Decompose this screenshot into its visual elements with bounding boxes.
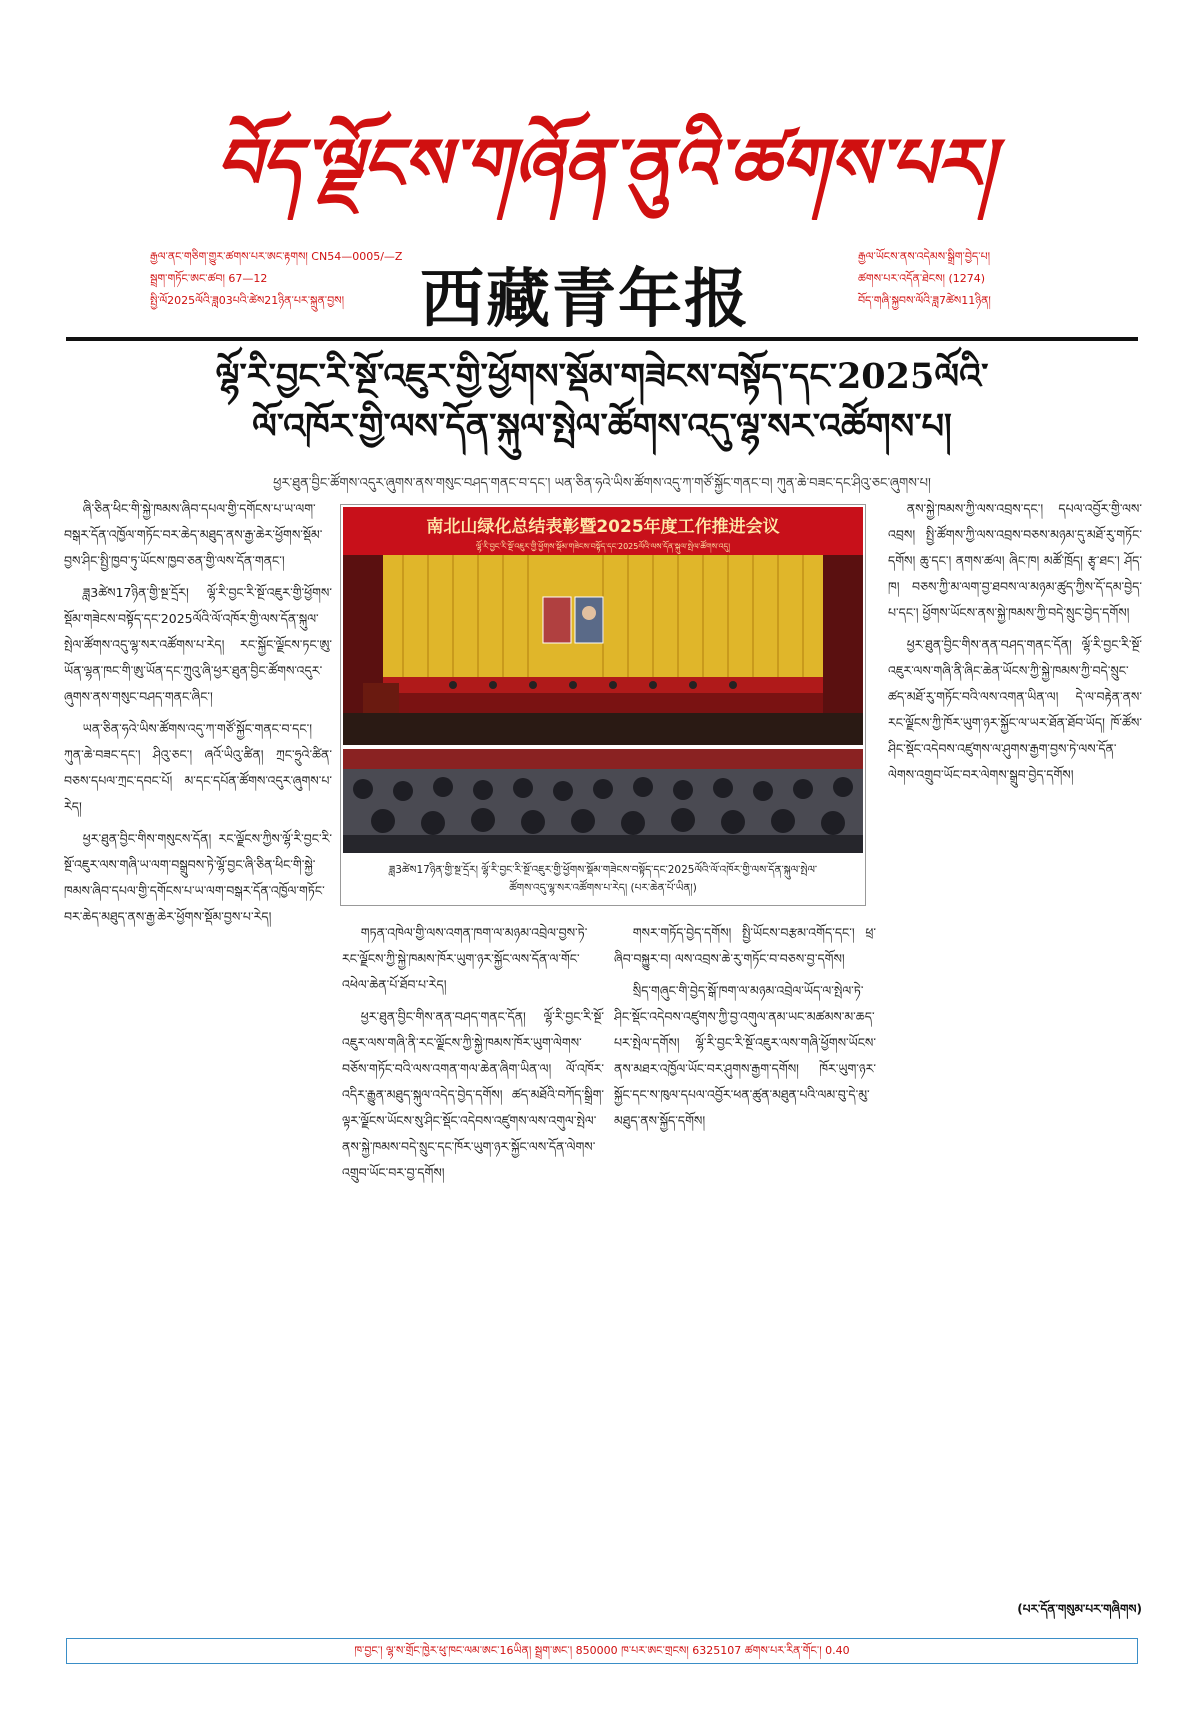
masthead-tibetan-text: བོད་ལྗོངས་གཞོན་ནུའི་ཚགས་པར། [215,122,995,205]
paragraph: གཏན་འཁེལ་གྱི་ལས་འགན་ཁག་ལ་མཉམ་འབྲེལ་བྱས་ཏེ་རང་ལྗོངས་ཀྱི་སྐྱེ་ཁམས་ཁོར་ཡུག་ཉར་སྐྱོང་ལས་དོན་ལ་གོང་འཕེལ་ཆེན་པོ་ཐོབ་པ་རེད། [342,925,588,992]
paragraph: ཞི་ཅིན་ཕིང་གི་སྐྱེ་ཁམས་ཞིབ་དཔལ་གྱི་དགོངས་པ་ཡ་ལག་བསྒར་དོན་འཁྱོལ་གཏོང་བར་ཆེད་མཐུད་ནས་རྒྱ་ཆེར་ཕྱོགས་སྡོམ་བྱས་ཤིང་སྤྱི་ཁྱབ་ཏུ་ཡོངས་ཁྱབ་ཅན་གྱི་ལས་དོན་གནང་། [64,501,323,568]
newspaper-title: 西藏青年报 [420,262,750,337]
headline-line: ལོ་འཁོར་གྱི་ལས་དོན་སྐུལ་སྤེལ་ཚོགས་འདུ་ལྷ་སར་འཚོགས་པ། [252,406,952,447]
paragraph: ཡན་ཅིན་ཧའེ་ཡིས་ཚོགས་འདུ་ཀ་གཙོ་སྐྱོང་གནང་བ་དང་། ཀུན་ཆེ་བཟང་དང་། ཤིའུ་ཅང་། ཞའོ་ཡིའུ་ཚིན། ཀྲང་ཧྲུའེ་ཚིན་བཅས་དཔལ་ཀྲང་དབང་པོ། མ་དང་དཔོན་ཚོགས་འདུར་ཞུགས་པ་རེད། [64,721,332,814]
banner-subtitle: ལྷོ་རི་བྱང་རི་སྔོ་འཇུར་གྱི་ཕྱོགས་སྡོམ་གཟེངས་བསྟོད་དང་2025ལོའི་ལས་དོན་སྐུལ་སྤེལ་ཚོགས་འདུ། [475,542,731,551]
photo-caption [351,861,855,897]
banner-title: 南北山绿化总结表彰暨2025年度工作推进会议 [426,517,780,537]
paragraph: གསར་གཏོད་བྱེད་དགོས། སྤྱི་ཡོངས་བརྩམ་འགོད་དང་། ཕྲ་ཞིབ་བསྐྱུར་བ། ལས་འབྲས་ཆེ་རུ་གཏོང་བ་བཅས་བྱ་དགོས། [614,925,876,966]
paragraph: སྲིད་གཞུང་གི་བྱེད་སྒོ་ཁག་ལ་མཉམ་འབྲེལ་ཡོད་ལ་སྤེལ་ཏེ་ཤིང་སྡོང་འདེབས་འཛུགས་ཀྱི་བྱ་འགུལ་ནམ་ཡང་མཚམས་མ་ཆད་པར་སྤེལ་དགོས། ལྷོ་རི་བྱང་རི་སྔོ་འཇུར་ལས་གཞི་ཕྱོགས་ཡོངས་ནས་མཐར་འཁྱོལ་ཡོང་བར་ཤུགས་རྒྱག་དགོས། ཁོར་ཡུག་ཉར་སྐྱོང་དང་ས་ཁུལ་དཔལ་འབྱོར་ཕན་ཚུན་མཐུན་པའི་ལམ་བུ་དེ་མུ་མཐུད་ནས་སྐྱོད་དགོས། [614,983,876,1128]
caption-line: ཟླ3ཚེས17ཉིན་གྱི་སྔ་དྲོར། ལྷོ་རི་བྱང་རི་སྔོ་འཇུར་གྱི་ཕྱོགས་སྡོམ་གཟེངས་བསྟོད་དང་2025ལོའི་ལོ་འཁོར་གྱི་ལས་དོན་སྐུལ་སྤེལ་ [388,864,818,876]
conference-stage-photo [343,507,863,745]
paragraph: ཕྱར་ཐུན་བྱིང་གིས་ནན་བཤད་གནང་དོན། ལྷོ་རི་བྱང་རི་སྔོ་འཇུར་ལས་གཞི་ནི་ཞིང་ཆེན་ཡོངས་ཀྱི་སྐྱེ་ཁམས་ཀྱི་བདེ་སྲུང་ཚད་མཐོ་རུ་གཏོང་བའི་ལས་འགན་ཡིན་ལ། དེ་ལ་བརྟེན་ནས་རང་ལྗོངས་ཀྱི་ཁོར་ཡུག་ཉར་སྐྱོང་ལ་ཡར་ཐོན་ཐོབ་ཡོད། ཁོ་ཚོས་ཤིང་སྡོང་འདེབས་འཛུགས་ལ་ཤུགས་རྒྱག་བྱས་ཏེ་ལས་དོན་ལེགས་འགྲུབ་ཡོང་བར་ལེགས་སྒྲུབ་བྱེད་དགོས། [888,637,1142,782]
publication-info-right [858,246,1158,312]
article-column-1 [64,496,332,1596]
paragraph: ཟླ3ཚེས17ཉིན་གྱི་སྔ་དྲོར། ལྷོ་རི་བྱང་རི་སྔོ་འཇུར་གྱི་ཕྱོགས་སྡོམ་གཟེངས་བསྟོད་དང་2025ལོའི་ལོ་འཁོར་གྱི་ལས་དོན་སྐུལ་སྤེལ་ཚོགས་འདུ་ལྷ་སར་འཚོགས་པ་རེད། རང་སྐྱོང་ལྗོངས་ཏང་ཨུ་ཡོན་ལྷན་ཁང་གི་ཨུ་ཡོན་དང་ཀྲུའུ་ཞི་ཕྱར་ཐུན་བྱིང་ཚོགས་འདུར་ཞུགས་ནས་གསུང་བཤད་གནང་ཞིང་། [64,585,332,704]
info-line: ཚགས་པར་འདོན་ཐེངས། (1274) [858,272,986,285]
audience-photo [343,749,863,853]
paragraph: ཕྱར་ཐུན་བྱིང་གིས་གསུངས་དོན། རང་ལྗོངས་ཀྱིས་ལྷོ་རི་བྱང་རི་སྔོ་འཇུར་ལས་གཞི་ཡ་ལག་བསྒྲུབས་ཏེ་ལྷོ་བྱང་ཞི་ཅིན་ཕིང་གི་སྐྱེ་ཁམས་ཞིབ་དཔལ་གྱི་དགོངས་པ་ཡ་ལག་བསྒར་དོན་འཁྱོལ་གཏོང་བར་ཆེད་མཐུད་ནས་རྒྱ་ཆེར་ཕྱོགས་སྡོམ་བྱས་པ་རེད། [64,831,332,924]
headline-line: ལྷོ་རི་བྱང་རི་སྔོ་འཇུར་གྱི་ཕྱོགས་སྡོམ་གཟེངས་བསྟོད་དང་2025ལོའི་ [215,356,989,397]
article-headline [66,352,1138,452]
publication-info-left [150,246,440,312]
article-column-4 [888,496,1142,1596]
article-column-3 [614,920,876,1600]
article-column-2 [342,920,604,1600]
paragraph: ནས་སྐྱེ་ཁམས་ཀྱི་ལས་འབྲས་དང་། དཔལ་འབྱོར་གྱི་ལས་འབྲས། སྤྱི་ཚོགས་ཀྱི་ལས་འབྲས་བཅས་མཉམ་དུ་མཐོ་རུ་གཏོང་དགོས། ཆུ་དང་། ནགས་ཚལ། ཞིང་ཁ། མཚོ་ཁྲོད། རྩྭ་ཐང་། ཤོད་ཁ། བཅས་ཀྱི་མ་ལག་བྱ་ཐབས་ལ་མཉམ་ཚུད་ཀྱིས་དོ་དམ་བྱེད་པ་དང་། ཕྱོགས་ཡོངས་ནས་སྐྱེ་ཁམས་ཀྱི་བདེ་སྲུང་བྱེད་དགོས། [888,501,1142,620]
news-photo [340,504,866,906]
masthead-tibetan-logo [150,100,1060,220]
info-line: བོད་གཞི་སྐྱབས་ལོའི་ཟླ7ཚེས11ཉིན། [858,294,991,307]
info-line: རྒྱལ་ནང་གཅིག་གྱུར་ཚགས་པར་ཨང་རྟགས། CN54—0005/—Z [150,250,403,263]
footer-publication-details: ཁ་བྱང་། ལྷ་ས་གྲོང་ཁྱེར་ཕུ་ཁང་ལམ་ཨང་16ཡིན། སྦྲག་ཨང་། 850000 ཁ་པར་ཨང་གྲངས། 6325107 ཚགས་པར་རིན་གོང་། 0.40 [66,1638,1138,1664]
paragraph: ཕྱར་ཐུན་བྱིང་གིས་ནན་བཤད་གནང་དོན། ལྷོ་རི་བྱང་རི་སྔོ་འཇུར་ལས་གཞི་ནི་རང་ལྗོངས་ཀྱི་སྐྱེ་ཁམས་ཁོར་ཡུག་ལེགས་བཅོས་གཏོང་བའི་ལས་འགན་གལ་ཆེན་ཞིག་ཡིན་ལ། ལོ་འཁོར་འདིར་རྒྱུན་མཐུད་སྐུལ་འདེད་བྱེད་དགོས། ཚད་མཐོའི་བཀོད་སྒྲིག་ལྟར་ལྗོངས་ཡོངས་སུ་ཤིང་སྡོང་འདེབས་འཛུགས་ལས་འགུལ་སྤེལ་ནས་སྐྱེ་ཁམས་བདེ་སྲུང་དང་ཁོར་ཡུག་ཉར་སྐྱོང་ལས་དོན་ལེགས་འགྲུབ་ཡོང་བར་བྱ་དགོས། [342,1009,604,1180]
info-line: རྒྱལ་ཡོངས་ནས་འདེམས་སྒྲིག་བྱེད་པ། [858,250,991,263]
info-line: སྦྲག་གཏོང་ཨང་ཚབ། 67—12 [150,272,268,285]
caption-line: ཚོགས་འདུ་ལྷ་སར་འཚོགས་པ་རེད། (པར་ཆེན་པོ་ཡིན།) [509,882,697,894]
masthead-divider [66,337,1138,341]
continuation-note: (པར་དོན་གསུམ་པར་གཞིགས) [1017,1602,1142,1616]
info-line: སྤྱི་ལོ2025ལོའི་ཟླ03པའི་ཚེས21ཉིན་པར་སྐྲུན་བྱས། [150,294,345,307]
article-subheadline: ཕྱར་ཐུན་བྱིང་ཚོགས་འདུར་ཞུགས་ནས་གསུང་བཤད་གནང་བ་དང་། ཡན་ཅིན་ཧའེ་ཡིས་ཚོགས་འདུ་ཀ་གཙོ་སྐྱོང་གནང་བ། ཀུན་ཆེ་བཟང་དང་ཤིའུ་ཅང་ཞུགས་པ། [273,476,931,491]
